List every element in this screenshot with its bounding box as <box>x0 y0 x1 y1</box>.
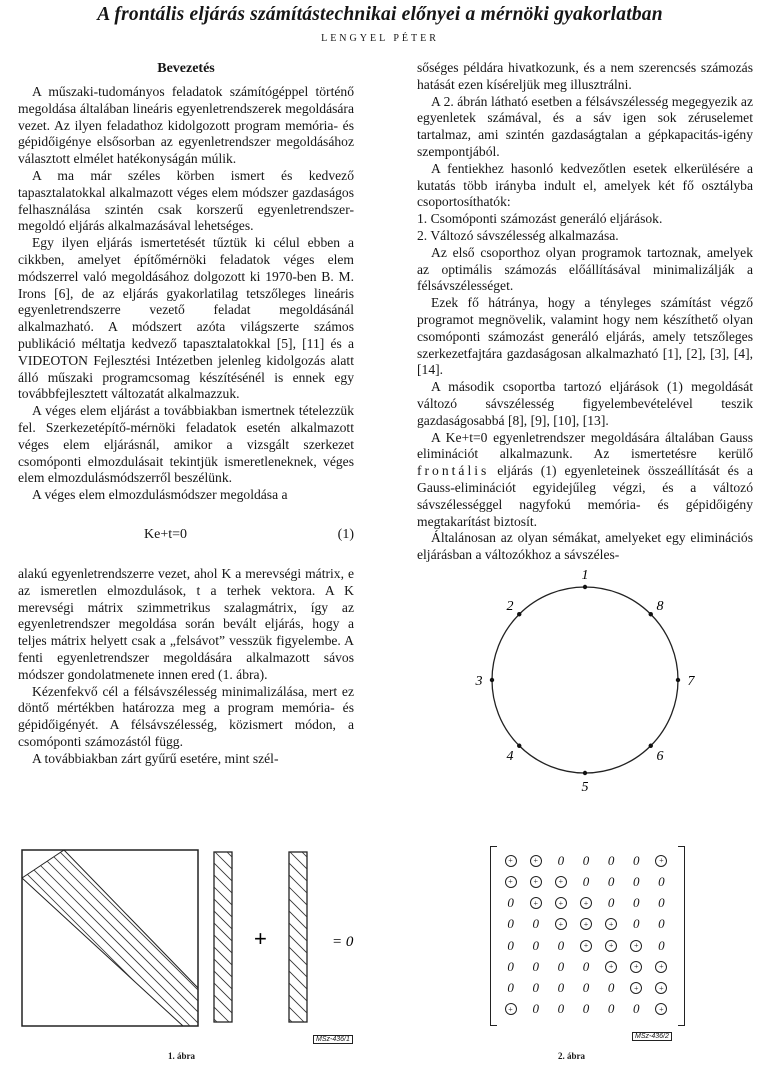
matrix-zero-entry: 0 <box>507 937 514 953</box>
hatch-line <box>268 840 378 1030</box>
matrix-zero-entry: 0 <box>607 873 615 889</box>
matrix-zero-entry: 0 <box>582 873 590 889</box>
matrix-nonzero-entry: + <box>530 876 542 888</box>
matrix-zero-entry: 0 <box>607 1001 615 1017</box>
hatch-line <box>132 850 307 1025</box>
hatch-line <box>18 840 161 1030</box>
matrix-zero-entry: 0 <box>532 937 539 953</box>
matrix-nonzero-entry: + <box>505 855 517 867</box>
matrix-nonzero-entry: + <box>580 918 592 930</box>
sparse-matrix <box>498 850 674 1020</box>
hatch-line <box>48 840 238 1030</box>
equation-1 <box>18 504 354 566</box>
matrix-nonzero-entry: + <box>655 1003 667 1015</box>
matrix-nonzero-entry: + <box>655 982 667 994</box>
ring-nodes <box>475 570 696 795</box>
hatch-line <box>18 840 172 1030</box>
matrix-zero-entry: 0 <box>607 980 615 996</box>
ring-node-label: 6 <box>656 748 664 764</box>
hatch-line <box>257 840 378 1030</box>
paragraph: sőséges példára hivatkozunk, és a nem szerencsés számozás hatását ezen kíséreljük meg illusztrálni. <box>417 60 753 92</box>
paragraph: A 2. ábrán látható esetben a félsávszélesség megegyezik az egyenletek számával, és a sáv igen sok zéruselemet tartalmaz, ami szintén gazdaságtalan a gépkapacitás-igény szempontjából. <box>417 93 753 159</box>
hatch-line <box>18 840 117 1030</box>
hatch-line <box>18 840 205 1030</box>
ring-node-dot <box>649 744 653 748</box>
matrix-nonzero-entry: + <box>605 940 617 952</box>
matrix-zero-entry: 0 <box>507 895 514 911</box>
matrix-zero-entry: 0 <box>532 980 539 996</box>
hatch-line <box>369 850 378 1025</box>
hatch-line <box>356 840 378 1030</box>
matrix-zero-entry: 0 <box>607 852 615 868</box>
figure-caption: 2. ábra <box>558 1051 585 1061</box>
matrix-zero-entry: 0 <box>582 1001 590 1017</box>
paragraph: A továbbiakban zárt gyűrű esetére, mint szél- <box>32 750 279 766</box>
hatch-line <box>180 850 355 1025</box>
figure-stamp: MSz-436/2 <box>632 1032 672 1041</box>
hatch-line <box>45 850 220 1025</box>
matrix-zero-entry: 0 <box>633 895 640 911</box>
paragraph: A véges elem elmozdulásmódszer megoldása a <box>32 487 288 503</box>
matrix-zero-entry: 0 <box>658 873 665 889</box>
paragraph: Az első csoporthoz olyan programok tartoznak, amelyek az optimális számozás előállításával minimalizálják a félsávszélességet. <box>417 244 753 294</box>
spaced-word: frontális <box>417 463 490 479</box>
hatch-line <box>129 850 304 1025</box>
left-column <box>18 60 354 767</box>
hatch-line <box>18 840 128 1030</box>
matrix-zero-entry: 0 <box>633 873 640 889</box>
hatch-line <box>18 840 51 1030</box>
matrix-nonzero-entry: + <box>580 897 592 909</box>
hatch-line <box>26 840 216 1030</box>
hatch-line <box>18 840 29 1030</box>
hatch-line <box>18 840 62 1030</box>
hatch-line <box>360 850 378 1025</box>
ring-node-dot <box>517 612 521 616</box>
hatch-line <box>261 850 378 1025</box>
paragraph: Kézenfekvő cél a félsávszélesség minimalizálása, mert ez döntő mértékben határozza meg a program memória- és gépidőigényét. A félsávszélesség, közismert módon, a csomóponti számozástól függ. <box>18 683 354 749</box>
hatch-line <box>33 850 208 1025</box>
hatch-line <box>279 840 378 1030</box>
matrix-bracket-left <box>490 846 497 1026</box>
hatch-line <box>93 850 268 1025</box>
ring-node-label: 7 <box>687 674 695 689</box>
matrix-nonzero-entry: + <box>555 918 567 930</box>
matrix-zero-entry: 0 <box>582 980 590 996</box>
paragraph-rest: eljárás (1) egyenleteinek összeállítását és a Gauss-eliminációt egyidejűleg végzi, és a változó sávszélességgel nagyfokú memória- és gépidőigény megtakarítást biztosít. <box>417 463 753 529</box>
hatch-line <box>252 850 378 1025</box>
matrix-nonzero-entry: + <box>630 961 642 973</box>
matrix-bracket-right <box>678 846 685 1026</box>
equation-body: Ke+t=0 <box>144 526 188 542</box>
hatch-line <box>120 850 295 1025</box>
matrix-nonzero-entry: + <box>580 940 592 952</box>
author-name: LENGYEL PÉTER <box>321 33 439 44</box>
ring-node-label: 1 <box>581 570 589 583</box>
ring-node-label: 4 <box>506 748 514 764</box>
section-heading: Bevezetés <box>157 61 215 76</box>
figure-stamp: MSz-436/1 <box>313 1035 353 1044</box>
ring-node-dot <box>583 771 587 775</box>
matrix-nonzero-entry: + <box>605 918 617 930</box>
hatch-line <box>147 840 337 1030</box>
matrix-zero-entry: 0 <box>658 916 665 932</box>
ring-node-label: 5 <box>581 780 589 795</box>
ring-node-dot <box>490 678 494 682</box>
right-column <box>417 60 753 564</box>
matrix-nonzero-entry: + <box>655 961 667 973</box>
matrix-zero-entry: 0 <box>532 916 539 932</box>
matrix-nonzero-entry: + <box>530 897 542 909</box>
hatch-line <box>156 850 331 1025</box>
paragraph: A ma már széles körben ismert és kedvező tapasztalatokkal alkalmazott véges elem módszer gazdaságos felhasználása szintén csak korszerű egyenletrendszer-megoldó eljárás alkalmazásával lehetséges. <box>18 167 354 234</box>
matrix-zero-entry: 0 <box>507 958 514 974</box>
hatch-line <box>225 850 378 1025</box>
matrix-zero-entry: 0 <box>557 980 565 996</box>
matrix-zero-entry: 0 <box>507 980 514 996</box>
matrix-zero-entry: 0 <box>557 852 565 868</box>
matrix-zero-entry: 0 <box>507 916 514 932</box>
article-title: A frontális eljárás számítástechnikai előnyei a mérnöki gyakorlatban <box>97 4 663 25</box>
hatch-line <box>69 850 244 1025</box>
paragraph: alakú egyenletrendszerre vezet, ahol K a merevségi mátrix, e az ismeretlen elmozdulások, t a terhek vektora. A K merevségi mátrix szimmetrikus szalagmátrix, így az egyenletrendszer megoldása során bevált eljárás, hogy a teljes mátrix helyett csak a „felsávot” vesszük figyelembe. A fenti egyenletrendszer megoldására alkalmazott sávos módszer gondolatmenete innen ered (1. ábra). <box>18 565 354 682</box>
matrix-zero-entry: 0 <box>658 895 665 911</box>
band-matrix-diagram <box>18 840 378 1065</box>
figure-1 <box>18 840 378 1065</box>
paragraph-start: A Ke+t=0 egyenletrendszer megoldására általában Gauss eliminációt alkalmazunk. Az ismertetésre kerülő <box>417 429 753 462</box>
hatch-line <box>18 840 84 1030</box>
matrix-outline <box>22 850 198 1026</box>
matrix-zero-entry: 0 <box>532 958 539 974</box>
hatch-line <box>158 840 348 1030</box>
ring-node-label: 2 <box>506 599 514 615</box>
ring-node-figure <box>470 570 710 810</box>
matrix-nonzero-entry: + <box>505 1003 517 1015</box>
paragraph: A második csoportba tartozó eljárások (1) megoldását változó sávszélesség figyelembevételével teszik gazdaságosabbá [8], [9], [10], [13]. <box>417 379 753 428</box>
ring-node-dot <box>517 744 521 748</box>
matrix-zero-entry: 0 <box>582 852 590 868</box>
ring-node-dot <box>583 585 587 589</box>
matrix-zero-entry: 0 <box>557 937 565 953</box>
list-item: 2. Változó sávszélesség alkalmazása. <box>417 227 619 243</box>
hatch-line <box>18 840 106 1030</box>
paragraph: A véges elem eljárást a továbbiakban ismertnek tételezzük fel. Szerkezetépítő-mérnöki feladatok esetén alkalmazott véges elem eljárásnál, amikor a vizsgált szerkezet csomóponti elmozdulásait tekintjük ismeretleneknek, véges elem elmozdulásmódszerről beszélünk. <box>18 403 354 486</box>
matrix-zero-entry: 0 <box>658 937 665 953</box>
matrix-zero-entry: 0 <box>633 916 640 932</box>
matrix-nonzero-entry: + <box>555 876 567 888</box>
plus-sign: + <box>254 926 267 951</box>
matrix-zero-entry: 0 <box>633 1001 640 1017</box>
matrix-zero-entry: 0 <box>633 852 640 868</box>
ring-node-label: 3 <box>475 674 483 689</box>
hatch-line <box>18 840 73 1030</box>
ring-node-dot <box>676 678 680 682</box>
hatch-line <box>165 850 340 1025</box>
paragraph: Ezek fő hátránya, hogy a tényleges számítást végző programot megnövelik, valamint hogy nem készíthető olyan csomóponti számozást generáló eljárás, amely tetszőleges szerkezetfajtára gazdaságosan alkalmazható [1], [2], [3], [4],[14]. <box>417 295 753 378</box>
paragraph: Egy ilyen eljárás ismertetését tűztük ki célul ebben a cikkben, amelyet építőmérnöki feladatok véges elem módszerrel való megoldásához dolgozott ki 1970-ben B. M. Irons [6], de az eljárás gyakorlatilag tetszőleges lineáris egyenletrendszerre vezető feladat megoldásánál alkalmazható. A módszert azóta világszerte számos publikáció méltatja kedvező tapasztalatokkal [5], [11] és a VIDEOTON Fejlesztési Intézetben jelenleg kidolgozás alatt álló műszaki programcsomag készítésénél is ennek egy továbbfejlesztett változatát alkalmazzuk. <box>18 235 354 402</box>
equals-zero: = 0 <box>332 934 354 950</box>
hatch-line <box>367 840 378 1030</box>
hatch-line <box>372 850 378 1025</box>
paragraph <box>417 430 753 531</box>
hatch-line <box>264 850 378 1025</box>
hatch-line <box>18 840 183 1030</box>
paragraph: A műszaki-tudományos feladatok számítógéppel történő megoldása általában lineáris egyenletrendszerek megoldására vezet. Az ilyen feladathoz kidolgozott program memória- és gépidőigénye elsősorban az egyenletrendszer megoldásához választott elmélet hatékonyságán múlik. <box>18 84 354 167</box>
list-item: 1. Csomóponti számozást generáló eljárások. <box>417 211 663 227</box>
band-outline <box>22 850 198 1026</box>
matrix-nonzero-entry: + <box>655 855 667 867</box>
matrix-zero-entry: 0 <box>582 958 590 974</box>
paragraph: Általánosan az olyan sémákat, amelyeket egy eliminációs eljárásban a változókhoz a sávszéles- <box>417 530 753 563</box>
figure-2 <box>470 840 720 1065</box>
matrix-zero-entry: 0 <box>532 1001 539 1017</box>
ring-node-dot <box>649 612 653 616</box>
matrix-nonzero-entry: + <box>555 897 567 909</box>
matrix-nonzero-entry: + <box>605 961 617 973</box>
ring-node-label: 8 <box>656 599 664 615</box>
matrix-nonzero-entry: + <box>505 876 517 888</box>
hatch-line <box>57 850 232 1025</box>
matrix-zero-entry: 0 <box>557 958 565 974</box>
matrix-zero-entry: 0 <box>607 895 615 911</box>
equation-number: (1) <box>337 526 354 542</box>
hatch-line <box>18 840 194 1030</box>
paragraph: A fentiekhez hasonló kedvezőtlen esetek elkerülésére a kutatás több irányba indult el, amelyek két fő osztályba csoportosíthatók: <box>417 160 753 210</box>
hatch-line <box>81 850 256 1025</box>
matrix-nonzero-entry: + <box>630 982 642 994</box>
matrix-nonzero-entry: + <box>530 855 542 867</box>
hatch-line <box>249 850 378 1025</box>
hatch-line <box>216 850 378 1025</box>
matrix-zero-entry: 0 <box>557 1001 565 1017</box>
matrix-nonzero-entry: + <box>630 940 642 952</box>
figure-caption: 1. ábra <box>168 1051 195 1061</box>
hatch-line <box>357 850 378 1025</box>
